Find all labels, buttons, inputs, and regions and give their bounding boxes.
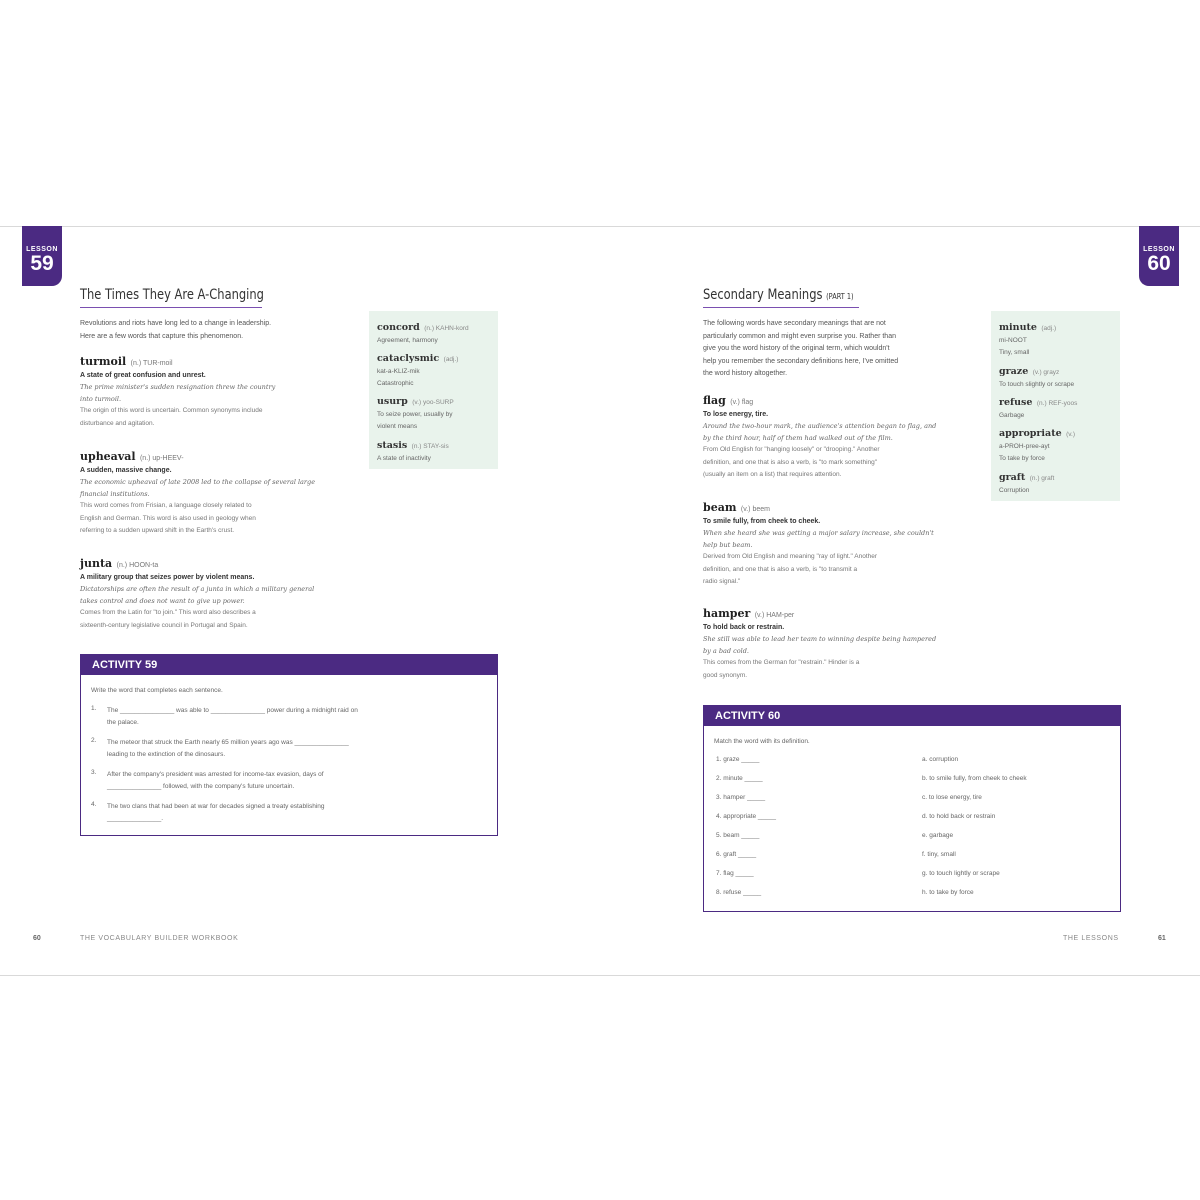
activity-item-number: 1. — [91, 705, 97, 712]
match-definition: d. to hold back or restrain — [922, 813, 996, 820]
match-definition: e. garbage — [922, 832, 954, 839]
intro-left: Revolutions and riots have long led to a change in leadership. Here are a few words that capture this phenomenon. — [80, 320, 272, 340]
match-definition: a. corruption — [922, 756, 959, 763]
lesson-tab-60 — [1139, 226, 1179, 286]
entry-note: This comes from the German for "restrain." Hinder is a good synonym. — [703, 659, 860, 679]
footer-right: THE LESSONS — [1063, 935, 1119, 942]
match-word[interactable]: 8. refuse _____ — [716, 889, 762, 896]
title-rule-left — [80, 307, 262, 308]
match-definition: b. to smile fully, from cheek to cheek — [922, 775, 1027, 782]
entry-pos: (v.) HAM-per — [754, 612, 795, 619]
entry-definition: To smile fully, from cheek to cheek. — [703, 518, 821, 525]
entry-definition: A state of great confusion and unrest. — [80, 372, 206, 379]
match-word[interactable]: 4. appropriate _____ — [716, 813, 776, 820]
entry-junta — [80, 554, 370, 632]
intro-right: The following words have secondary meanings that are not particularly common and might even surprise you. Rather than give you the word history of the original term, which wouldn't help you remember the secondary definitions here, I've omitted the word history altogether. — [703, 320, 899, 377]
entry-pos: (n.) TUR-moil — [130, 360, 173, 367]
sidebar-entry: refuse (n.) REF-yoos Garbage — [999, 397, 1078, 419]
entry-word: junta — [80, 557, 113, 570]
activity-instruction: Match the word with its definition. — [714, 738, 810, 745]
entry-example: Dictatorships are often the result of a junta in which a military general takes control and does not want to give up power. — [80, 585, 315, 605]
lesson-number: 60 — [1147, 252, 1171, 275]
entry-definition: A military group that seizes power by violent means. — [80, 574, 255, 581]
entry-pos: (v.) beem — [740, 506, 770, 513]
activity-item[interactable]: The meteor that struck the Earth nearly 65 million years ago was _______________ leading to the extinction of the dinosaurs. — [107, 739, 349, 758]
entry-pos: (n.) HOON-ta — [116, 562, 159, 569]
sidebar-entry: stasis (n.) STAY-sis A state of inactivity — [377, 440, 449, 462]
sidebar-words-right — [991, 311, 1120, 501]
entry-beam — [703, 498, 983, 589]
entry-definition: To hold back or restrain. — [703, 624, 785, 631]
title-part: (PART 1) — [826, 292, 854, 301]
entry-upheaval — [80, 447, 370, 538]
match-word[interactable]: 3. hamper _____ — [716, 794, 766, 801]
entry-note: This word comes from Frisian, a language closely related to English and German. This word is also used in geology when referring to a sudden upward shift in the Earth's crust. — [80, 502, 256, 534]
entry-example: The prime minister's sudden resignation threw the country into turmoil. — [80, 383, 276, 403]
match-word[interactable]: 6. graft _____ — [716, 851, 757, 858]
activity-item-number: 3. — [91, 769, 97, 776]
sidebar-entry: concord (n.) KAHN-kord Agreement, harmony — [377, 322, 469, 344]
activity-item[interactable]: After the company's president was arrested for income-tax evasion, days of _______________ followed, with the company's future uncertain. — [107, 771, 324, 790]
activity-59-box — [80, 654, 498, 836]
activity-item[interactable]: The two clans that had been at war for decades signed a treaty establishing _______________. — [107, 803, 325, 822]
lesson-label: LESSON — [1143, 246, 1175, 253]
entry-flag — [703, 391, 983, 482]
match-definition: g. to touch lightly or scrape — [922, 870, 1000, 877]
page-number-right: 61 — [1158, 935, 1166, 942]
lesson-label: LESSON — [26, 246, 58, 253]
sidebar-entry: cataclysmic (adj.) kat-a-KLIZ-mik Catastrophic — [377, 353, 459, 387]
entry-note: The origin of this word is uncertain. Common synonyms include disturbance and agitation. — [80, 407, 263, 427]
entry-note: Derived from Old English and meaning "ray of light." Another definition, and one that is also a verb, is "to transmit a radio signal." — [703, 553, 878, 585]
entry-word: beam — [703, 501, 737, 514]
sidebar-entry: graze (v.) grayz To touch slightly or scrape — [999, 366, 1075, 388]
match-word[interactable]: 2. minute _____ — [716, 775, 763, 782]
lesson-tab-59 — [22, 226, 62, 286]
sidebar-entry: minute (adj.) mi-NOOT Tiny, small — [999, 322, 1057, 356]
entry-pos: (v.) flag — [730, 399, 754, 406]
title-rule-right — [703, 307, 859, 308]
match-definition: f. tiny, small — [922, 851, 956, 858]
entry-example: Around the two-hour mark, the audience's attention began to flag, and by the third hour, half of them had walked out of the film. — [703, 422, 937, 442]
entry-example: She still was able to lead her team to winning despite being hampered by a bad cold. — [703, 635, 937, 655]
match-word[interactable]: 7. flag _____ — [716, 870, 754, 877]
entry-pos: (n.) up-HEEV- — [139, 455, 184, 462]
match-definition: h. to take by force — [922, 889, 974, 896]
lesson-number: 59 — [30, 252, 54, 275]
activity-title: ACTIVITY 60 — [704, 706, 1120, 726]
entry-word: turmoil — [80, 355, 127, 368]
sidebar-words-left — [369, 311, 498, 469]
entry-word: hamper — [703, 607, 751, 620]
entry-note: Comes from the Latin for "to join." This word also describes a sixteenth-century legislative council in Portugal and Spain. — [80, 609, 256, 629]
entry-word: flag — [703, 394, 726, 407]
entry-note: From Old English for "hanging loosely" or "drooping." Another definition, and one that is also a verb, is "to mark something" (usually an item on a list) that requires attention. — [703, 446, 880, 478]
entry-example: When she heard she was getting a major salary increase, she couldn't help but beam. — [703, 529, 934, 549]
page-number-left: 60 — [33, 935, 41, 942]
entry-turmoil — [80, 352, 370, 430]
entry-example: The economic upheaval of late 2008 led to the collapse of several large financial institutions. — [80, 478, 316, 498]
sidebar-entry: graft (n.) graft Corruption — [999, 472, 1055, 494]
entry-definition: A sudden, massive change. — [80, 467, 172, 474]
activity-60-box — [703, 705, 1121, 912]
match-definition: c. to lose energy, tire — [922, 794, 982, 801]
entry-hamper — [703, 604, 983, 682]
activity-title: ACTIVITY 59 — [81, 655, 497, 675]
match-word[interactable]: 1. graze _____ — [716, 756, 760, 763]
activity-item-number: 2. — [91, 737, 97, 744]
match-word[interactable]: 5. beam _____ — [716, 832, 760, 839]
sidebar-entry: usurp (v.) yoo-SURP To seize power, usually by violent means — [377, 396, 454, 430]
sidebar-entry: appropriate (v.) a-PROH-pree-ayt To take by force — [999, 428, 1075, 462]
activity-item[interactable]: The _______________ was able to _______________ power during a midnight raid on the palace. — [107, 707, 358, 726]
activity-instruction: Write the word that completes each sentence. — [91, 687, 223, 694]
page-title-right: Secondary Meanings (PART 1) — [703, 287, 854, 303]
activity-item-number: 4. — [91, 801, 97, 808]
footer-left: THE VOCABULARY BUILDER WORKBOOK — [80, 935, 239, 942]
page-title-left: The Times They Are A-Changing — [80, 287, 264, 303]
entry-word: upheaval — [80, 450, 136, 463]
entry-definition: To lose energy, tire. — [703, 411, 769, 418]
